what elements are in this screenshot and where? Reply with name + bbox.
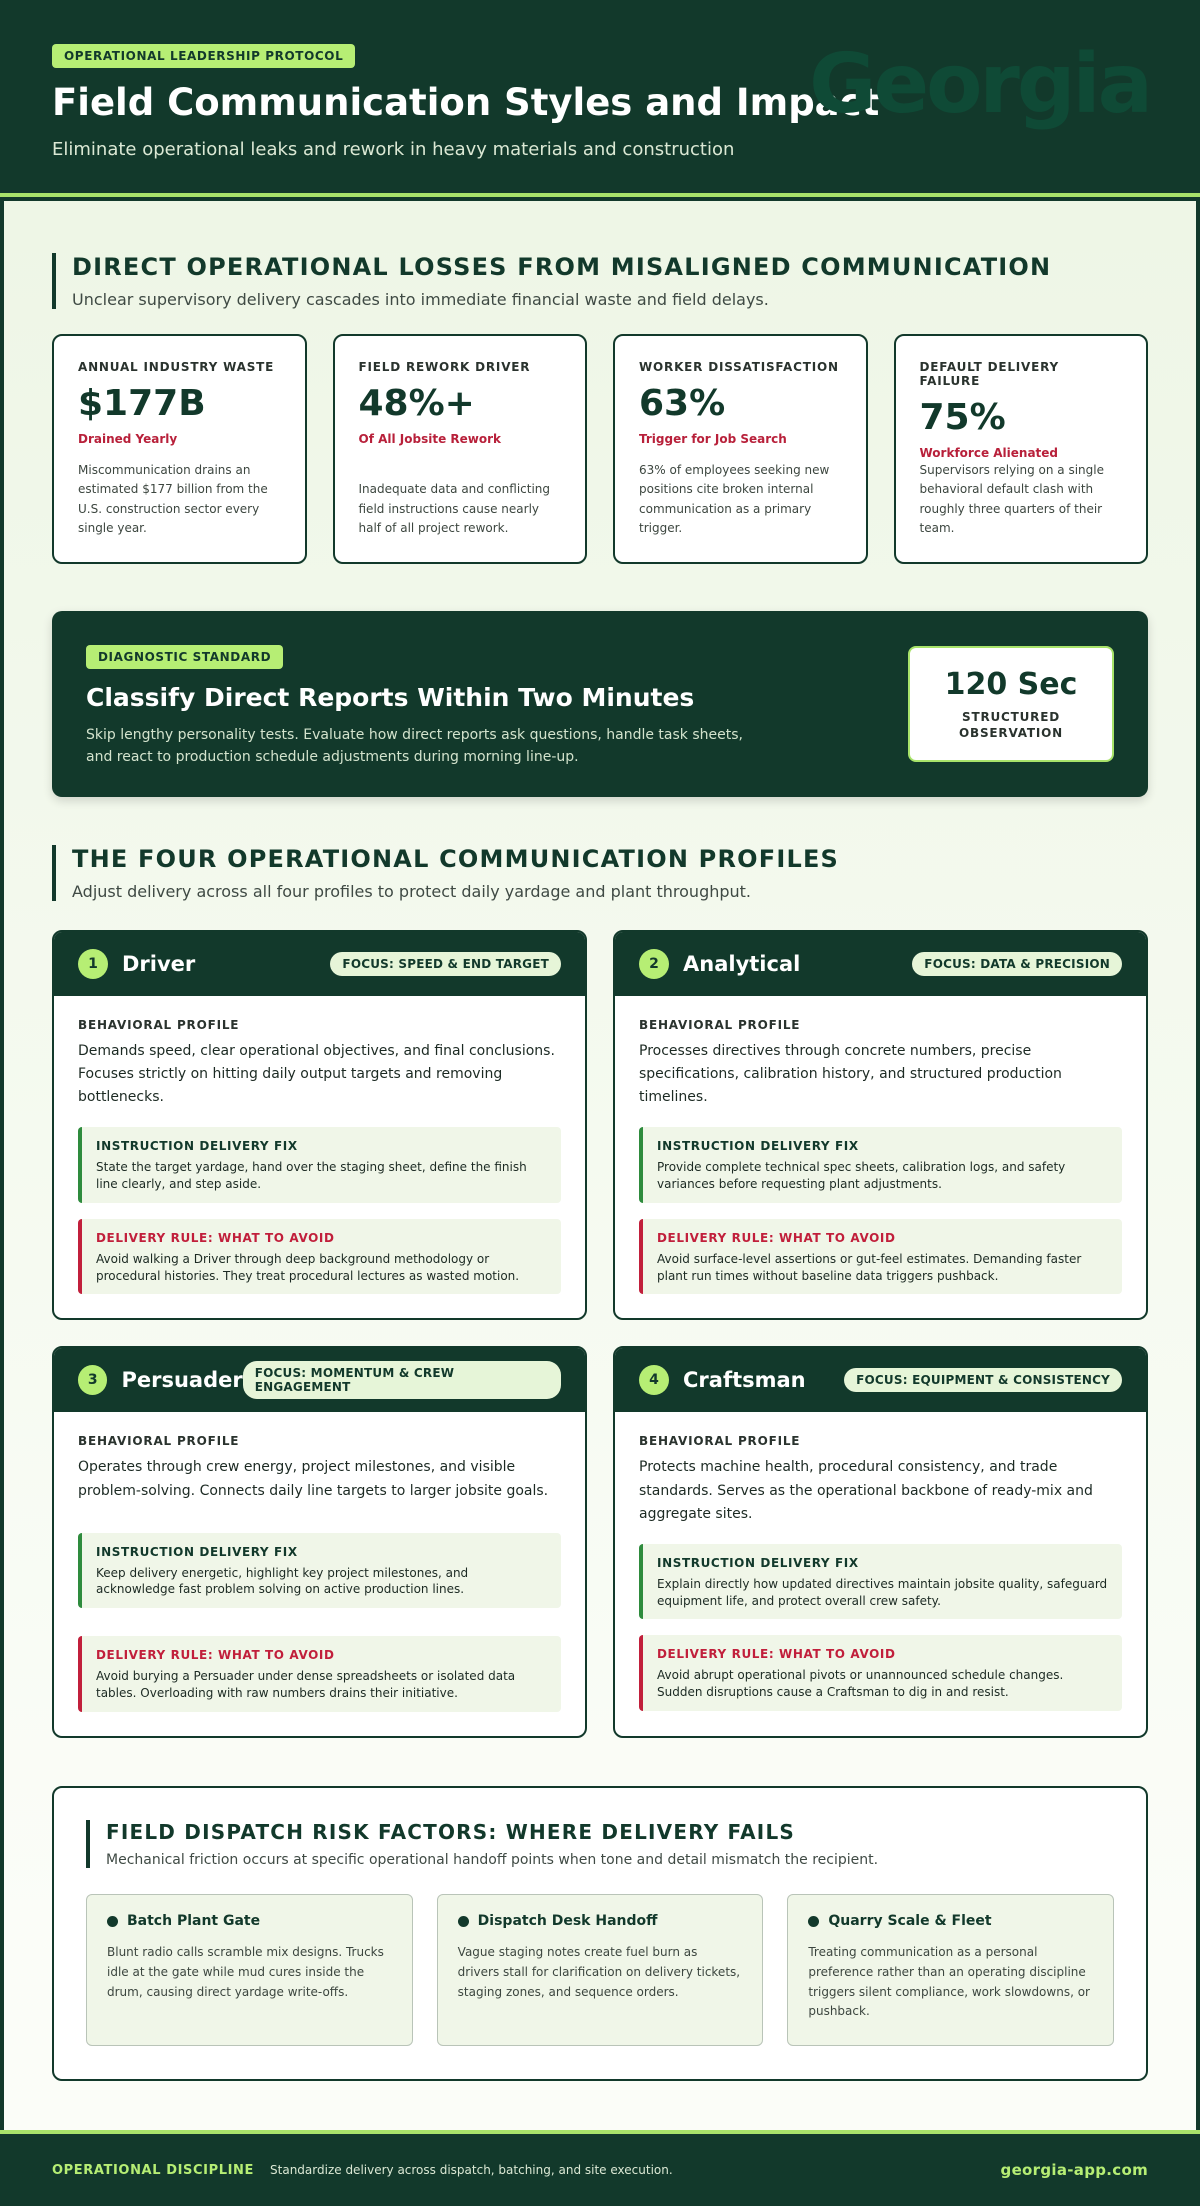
stat-card-delivery-failure [894,334,1149,564]
avoid-title: DELIVERY RULE: WHAT TO AVOID [96,1648,335,1663]
profiles-subtitle: Adjust delivery across all four profiles to protect daily yardage and plant throughput. [72,881,752,901]
observation-timer [908,646,1114,762]
fix-text: Provide complete technical spec sheets, calibration logs, and safety variances before requesting plant adjustments. [657,1160,1066,1192]
header-badge: OPERATIONAL LEADERSHIP PROTOCOL [52,44,355,68]
avoid-text: Avoid abrupt operational pivots or unannounced schedule changes. Sudden disruptions cause a Craftsman to dig in and resist. [657,1668,1064,1700]
stat-tag: Workforce Alienated [919,445,1059,460]
avoid-rule-box [78,1219,561,1295]
losses-subtitle: Unclear supervisory delivery cascades into immediate financial waste and field delays. [72,289,769,309]
behavior-label: BEHAVIORAL PROFILE [78,1018,240,1032]
loss-stats [52,334,1148,564]
avoid-title: DELIVERY RULE: WHAT TO AVOID [657,1647,896,1662]
profile-header [615,1348,1146,1412]
profile-focus-badge: FOCUS: DATA & PRECISION [912,952,1122,976]
profile-focus-badge: FOCUS: SPEED & END TARGET [330,952,561,976]
risk-card-title [808,1913,1093,1929]
avoid-text: Avoid burying a Persuader under dense spreadsheets or isolated data tables. Overloading with raw numbers drains their initiative. [96,1669,516,1701]
risk-card-dispatch-desk [437,1894,764,2046]
stat-description: Inadequate data and conflicting field instructions cause nearly half of all project rework. [358,482,551,535]
profile-header [54,1348,585,1412]
profile-body [615,996,1146,1318]
risk-factors-panel [52,1786,1148,2081]
stat-label: DEFAULT DELIVERY FAILURE [919,360,1059,388]
profile-number: 2 [639,949,669,979]
avoid-text: Avoid walking a Driver through deep background methodology or procedural histories. They treat procedural lectures as wasted motion. [96,1251,520,1283]
stat-value: 48%+ [358,383,475,424]
diagnostic-text: Skip lengthy personality tests. Evaluate how direct reports ask questions, handle task sheets, and react to production schedule adjustments during morning line-up. [86,727,743,766]
stat-card-annual-waste [52,334,307,564]
behavior-text: Demands speed, clear operational objectives, and final conclusions. Focuses strictly on hitting daily output targets and removing bottlenecks. [78,1043,555,1106]
stat-description: 63% of employees seeking new positions cite broken internal communication as a primary trigger. [639,463,830,535]
page-title: Field Communication Styles and Impact [52,81,880,124]
page-header [0,0,1200,197]
fix-text: Keep delivery energetic, highlight key project milestones, and acknowledge fast problem solving on active production lines. [96,1565,469,1597]
page-footer [0,2130,1200,2206]
page-subtitle: Eliminate operational leaks and rework in heavy materials and construction [52,138,735,160]
profile-header [54,932,585,996]
profile-header [615,932,1146,996]
risk-section-header [86,1820,1114,1868]
avoid-rule-box [639,1635,1122,1711]
avoid-title: DELIVERY RULE: WHAT TO AVOID [96,1230,335,1245]
behavior-label: BEHAVIORAL PROFILE [639,1434,801,1449]
risk-card-text: Treating communication as a personal preference rather than an operating discipline triggers silent compliance, work slowdowns, or pushback. [808,1945,1090,2019]
fix-title: INSTRUCTION DELIVERY FIX [657,1555,859,1570]
profile-body [54,1412,585,1735]
diagnostic-title: Classify Direct Reports Within Two Minutes [86,683,695,712]
stat-value: $177B [78,383,206,424]
timer-value: 120 Sec [944,666,1078,702]
avoid-text: Avoid surface-level assertions or gut-feel estimates. Demanding faster plant run times without baseline data triggers pushback. [657,1251,1082,1283]
profile-body [615,1412,1146,1734]
footer-website-link[interactable]: georgia-app.com [1000,2161,1148,2179]
behavior-text: Processes directives through concrete numbers, precise specifications, calibration history, and structured production timelines. [639,1043,1062,1106]
delivery-fix-box [78,1127,561,1203]
profiles-title: THE FOUR OPERATIONAL COMMUNICATION PROFILES [72,845,840,873]
profile-card-analytical [613,930,1148,1320]
risk-card-title [107,1913,392,1929]
profile-card-craftsman [613,1346,1148,1737]
risk-title: FIELD DISPATCH RISK FACTORS: WHERE DELIVERY FAILS [106,1820,795,1844]
stat-description: Supervisors relying on a single behavioral default clash with roughly three quarters of their team. [919,463,1104,535]
profile-name: Driver [122,952,196,976]
fix-title: INSTRUCTION DELIVERY FIX [657,1139,859,1154]
profile-card-persuader [52,1346,587,1737]
profiles-section-header [52,845,839,901]
stat-value: 63% [639,383,726,424]
stat-label: FIELD REWORK DRIVER [358,360,531,374]
fix-title: INSTRUCTION DELIVERY FIX [96,1544,298,1559]
stat-tag: Trigger for Job Search [639,431,787,446]
footer-text: Standardize delivery across dispatch, batching, and site execution. [270,2163,673,2177]
behavior-label: BEHAVIORAL PROFILE [639,1018,801,1032]
stat-tag: Of All Jobsite Rework [358,431,502,446]
diagnostic-banner [52,611,1148,797]
bullet-dot-icon [458,1916,469,1927]
risk-card-batch-plant [86,1894,413,2046]
stat-card-worker-dissatisfaction [613,334,868,564]
georgia-logo: Georgia [809,37,1150,132]
behavior-label: BEHAVIORAL PROFILE [78,1434,240,1449]
fix-text: State the target yardage, hand over the staging sheet, define the finish line clearly, and step aside. [96,1160,527,1192]
avoid-rule-box [78,1636,561,1712]
behavior-text: Operates through crew energy, project milestones, and visible problem-solving. Connects daily line targets to larger jobsite goals. [78,1459,549,1499]
stat-label: WORKER DISSATISFACTION [639,360,839,374]
profile-body [54,996,585,1318]
profile-number: 4 [639,1365,669,1395]
losses-section-header [52,253,1051,309]
bullet-dot-icon [107,1916,118,1927]
timer-label: STRUCTURED OBSERVATION [959,709,1063,740]
profile-card-driver [52,930,587,1320]
profile-number: 3 [78,1365,107,1395]
stat-label: ANNUAL INDUSTRY WASTE [78,360,275,374]
risk-card-title-text: Dispatch Desk Handoff [477,1913,658,1929]
delivery-fix-box [639,1544,1122,1620]
footer-label: OPERATIONAL DISCIPLINE [52,2162,255,2178]
fix-text: Explain directly how updated directives maintain jobsite quality, safeguard equipment life, and protect overall crew safety. [657,1576,1108,1608]
risk-card-title-text: Quarry Scale & Fleet [828,1913,992,1929]
profile-name: Craftsman [683,1368,806,1393]
profile-number: 1 [78,949,108,979]
risk-card-title-text: Batch Plant Gate [127,1913,261,1929]
risk-card-text: Blunt radio calls scramble mix designs. Trucks idle at the gate while mud cures inside the drum, causing direct yardage write-offs. [107,1945,384,1999]
delivery-fix-box [78,1533,561,1609]
stat-description: Miscommunication drains an estimated $177 billion from the U.S. construction sector every single year. [78,463,268,535]
avoid-rule-box [639,1219,1122,1295]
profile-name: Analytical [683,952,801,976]
stat-card-rework-driver [333,334,588,564]
profile-focus-badge: FOCUS: MOMENTUM & CREW ENGAGEMENT [243,1361,561,1399]
profile-focus-badge: FOCUS: EQUIPMENT & CONSISTENCY [844,1368,1122,1392]
risk-subtitle: Mechanical friction occurs at specific operational handoff points when tone and detail mismatch the recipient. [106,1852,879,1868]
risk-card-text: Vague staging notes create fuel burn as drivers stall for clarification on delivery tickets, staging zones, and sequence orders. [457,1945,741,1999]
delivery-fix-box [639,1127,1122,1203]
losses-title: DIRECT OPERATIONAL LOSSES FROM MISALIGNED COMMUNICATION [72,253,1052,281]
diagnostic-badge: DIAGNOSTIC STANDARD [86,645,283,669]
stat-tag: Drained Yearly [78,431,178,446]
avoid-title: DELIVERY RULE: WHAT TO AVOID [657,1230,896,1245]
main-content [4,201,1196,2130]
stat-value: 75% [919,397,1006,438]
profile-name: Persuader [121,1368,243,1393]
behavior-text: Protects machine health, procedural consistency, and trade standards. Serves as the operational backbone of ready-mix and aggregate sites. [639,1459,1093,1522]
bullet-dot-icon [808,1916,819,1927]
profile-grid [52,930,1148,1738]
risk-card-quarry-scale [787,1894,1114,2046]
risk-card-title [458,1913,743,1929]
risk-cards [86,1894,1114,2046]
fix-title: INSTRUCTION DELIVERY FIX [96,1139,298,1154]
